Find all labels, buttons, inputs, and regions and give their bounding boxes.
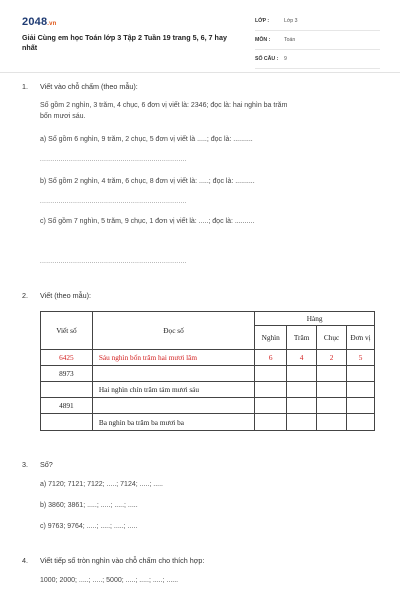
q4-item: 1000; 2000; .....; .....; 5000; .....; .....; .....; ...... — [40, 577, 179, 584]
meta-row-question-count: SỐ CÂU : 9 — [255, 52, 380, 69]
q1-answer-line-b[interactable]: ....................................................................... — [40, 199, 187, 205]
document-page: 2048.vn Giải Cùng em học Toán lớp 3 Tập 2 Tuần 19 trang 5, 6, 7 hay nhất LỚP : Lớp 3 MÔN : Toán SỐ CÂU : 9 1. Viết vào chỗ chấm (theo mẫu): Số gồm 2 nghìn, 3 trăm, 4 chục, 6 đơn vị viết là: 2346; đọc là: hai nghìn ba trăm bốn mươi sáu. a) Số gồm 6 nghìn, 9 trăm, 2 chục, 5 đơn vị viết là .....; đọc là: .......... ....................................................................... b) Số gồm 2 nghìn, 4 trăm, 6 chục, 8 đơn vị viết là: .....; đọc là: .......... ....................................................................... c) Số gồm 7 nghìn, 5 trăm, 9 chục, 1 đơn vị viết là: .....; đọc là: .......... ....................................................................... 2. Viết (theo mẫu): Viết số Đọc số Hàng Nghìn Trăm Chục Đơn vị 6425 Sáu nghìn bốn trăm hai mươi lăm 6 4 2 5 8973 Hai nghìn chín trăm tám mươi sáu 4891 Ba nghìn ba trăm ba mươi ba 3. Số? a) 7120; 7121; 7122; .....; 7124; .....; ..... b) 3860; 3861; .....; .....; .....; ..... c) 9763; 9764; .....; .....; .....; ..... 4. Viết tiếp số tròn nghìn vào chỗ chấm cho thích hợp: 1000; 2000; .....; .....; 5000; .....; .....; .....; ...... — [0, 0, 400, 600]
q1-example-line-2: bốn mươi sáu. — [40, 113, 86, 120]
table-row: Ba nghìn ba trăm ba mươi ba — [41, 414, 375, 431]
q3-item-c: c) 9763; 9764; .....; .....; .....; ..... — [40, 523, 138, 530]
table-row: 4891 — [41, 398, 375, 414]
table-row: 8973 — [41, 366, 375, 382]
q1-item-b: b) Số gồm 2 nghìn, 4 trăm, 6 chục, 8 đơn vị viết là: .....; đọc là: .......... — [40, 178, 255, 185]
q1-item-a: a) Số gồm 6 nghìn, 9 trăm, 2 chục, 5 đơn vị viết là .....; đọc là: .......... — [40, 136, 253, 143]
q1-example-line-1: Số gồm 2 nghìn, 3 trăm, 4 chục, 6 đơn vị viết là: 2346; đọc là: hai nghìn ba trăm — [40, 102, 288, 109]
meta-info — [255, 14, 380, 71]
col-header-don-vi: Đơn vị — [347, 326, 375, 350]
col-header-chuc: Chục — [317, 326, 347, 350]
q3-item-b: b) 3860; 3861; .....; .....; .....; ..... — [40, 502, 138, 509]
q1-item-c: c) Số gồm 7 nghìn, 5 trăm, 9 chục, 1 đơn vị viết là: .....; đọc là: .......... — [40, 218, 255, 225]
q1-answer-line-a[interactable]: ....................................................................... — [40, 157, 187, 163]
document-header — [0, 0, 400, 73]
col-header-viet-so: Viết số — [41, 312, 93, 350]
col-header-hang: Hàng — [255, 312, 375, 326]
page-title: Giải Cùng em học Toán lớp 3 Tập 2 Tuần 19 trang 5, 6, 7 hay nhất — [22, 33, 227, 52]
place-value-table — [40, 311, 375, 431]
q1-answer-line-c[interactable]: ....................................................................... — [40, 259, 187, 265]
col-header-doc-so: Đọc số — [92, 312, 254, 350]
col-header-tram: Trăm — [287, 326, 317, 350]
table-row: 6425 Sáu nghìn bốn trăm hai mươi lăm 6 4 2 5 — [41, 350, 375, 366]
meta-row-class: LỚP : Lớp 3 — [255, 14, 380, 31]
table-row: Hai nghìn chín trăm tám mươi sáu — [41, 382, 375, 398]
site-logo[interactable]: 2048.vn — [22, 16, 57, 28]
q3-item-a: a) 7120; 7121; 7122; .....; 7124; .....; ..... — [40, 481, 163, 488]
meta-row-subject: MÔN : Toán — [255, 33, 380, 50]
col-header-nghin: Nghìn — [255, 326, 287, 350]
